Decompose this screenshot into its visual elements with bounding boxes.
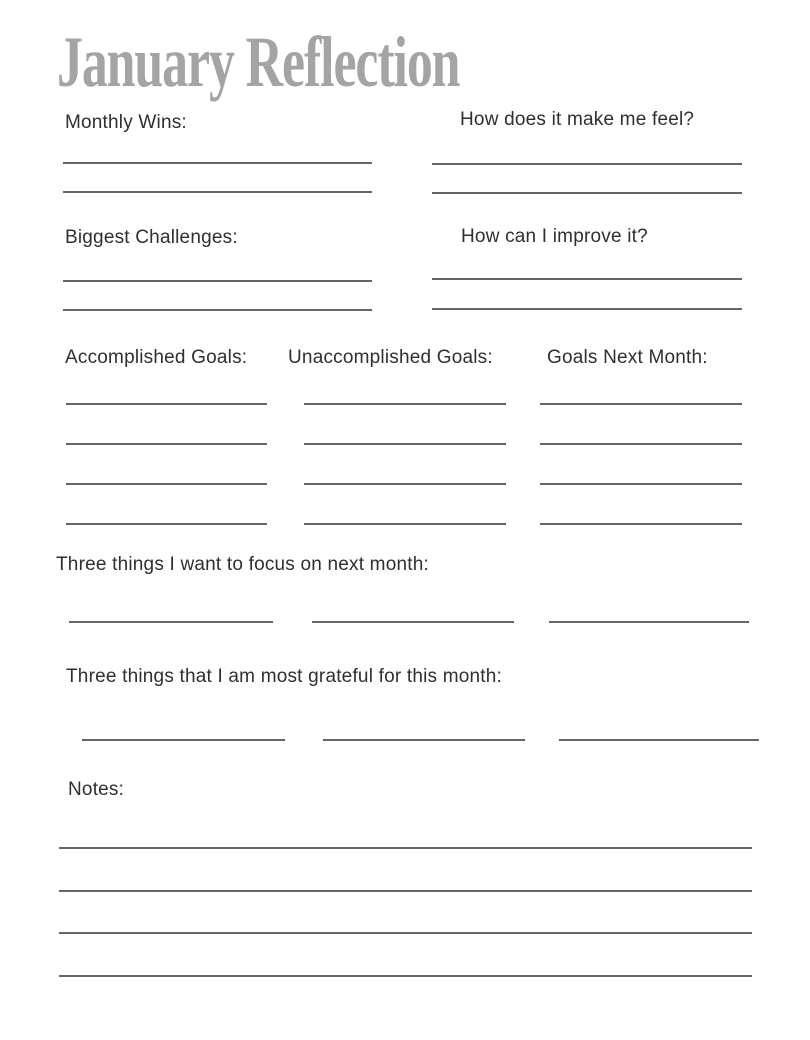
unaccomplished-goals-line-4	[304, 523, 506, 525]
improve-line-1	[432, 278, 742, 280]
grateful-line-1	[82, 739, 285, 741]
notes-label: Notes:	[68, 779, 125, 800]
feel-line-2	[432, 192, 742, 194]
feel-label: How does it make me feel?	[460, 109, 695, 130]
goals-next-month-line-2	[540, 443, 742, 445]
goals-next-month-line-4	[540, 523, 742, 525]
goals-next-month-line-3	[540, 483, 742, 485]
page-title: January Reflection	[57, 22, 460, 102]
unaccomplished-goals-line-2	[304, 443, 506, 445]
notes-line-4	[59, 975, 752, 977]
unaccomplished-goals-line-3	[304, 483, 506, 485]
unaccomplished-goals-label: Unaccomplished Goals:	[288, 347, 493, 368]
improve-label: How can I improve it?	[461, 226, 648, 247]
goals-next-month-line-1	[540, 403, 742, 405]
monthly-wins-line-1	[63, 162, 372, 164]
focus-line-1	[69, 621, 273, 623]
monthly-wins-line-2	[63, 191, 372, 193]
improve-line-2	[432, 308, 742, 310]
accomplished-goals-line-4	[66, 523, 267, 525]
notes-line-3	[59, 932, 752, 934]
goals-next-month-label: Goals Next Month:	[547, 347, 708, 368]
accomplished-goals-label: Accomplished Goals:	[65, 347, 248, 368]
challenges-label: Biggest Challenges:	[65, 227, 238, 248]
focus-line-2	[312, 621, 514, 623]
feel-line-1	[432, 163, 742, 165]
grateful-line-3	[559, 739, 759, 741]
monthly-wins-label: Monthly Wins:	[65, 112, 187, 133]
challenges-line-2	[63, 309, 372, 311]
challenges-line-1	[63, 280, 372, 282]
unaccomplished-goals-line-1	[304, 403, 506, 405]
notes-line-1	[59, 847, 752, 849]
grateful-label: Three things that I am most grateful for this month:	[66, 666, 502, 687]
grateful-line-2	[323, 739, 525, 741]
focus-line-3	[549, 621, 749, 623]
accomplished-goals-line-3	[66, 483, 267, 485]
focus-label: Three things I want to focus on next month:	[56, 554, 429, 575]
notes-line-2	[59, 890, 752, 892]
accomplished-goals-line-2	[66, 443, 267, 445]
accomplished-goals-line-1	[66, 403, 267, 405]
